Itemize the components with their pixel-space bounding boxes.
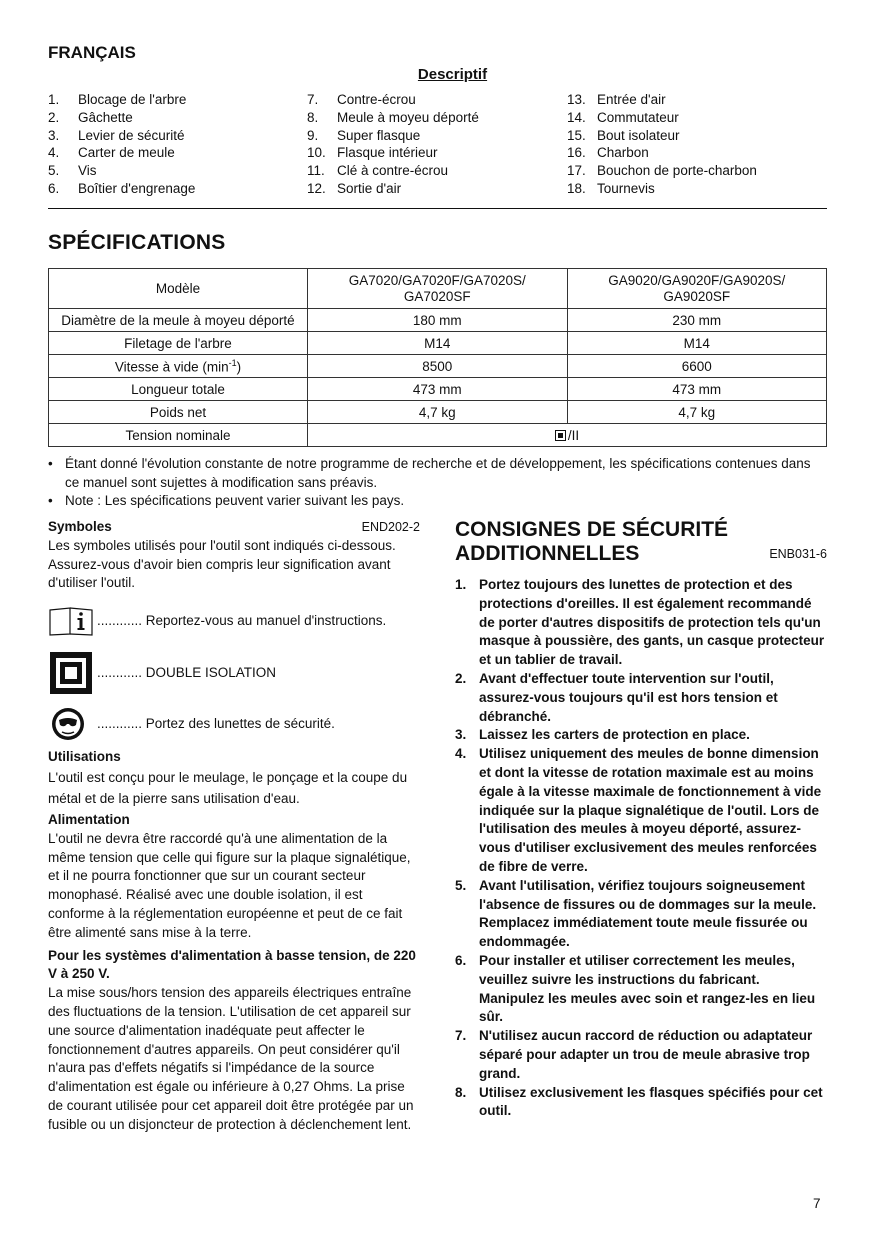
symbols-heading: Symboles xyxy=(48,519,112,534)
double-insulation-icon xyxy=(48,650,94,696)
part-item: 6. Boîtier d'engrenage xyxy=(48,180,196,196)
list-item: 5. Avant l'utilisation, vérifiez toujours soigneusement l'absence de fissures ou de dommages sur la meule. Remplacez immédiatement toute meule fissurée ou endommagée. xyxy=(455,877,817,950)
alimentation-heading: Alimentation xyxy=(48,811,130,827)
utilisations-text: L'outil est conçu pour le meulage, le ponçage et la coupe du métal et de la pierre sans utilisation d'eau. xyxy=(48,769,408,806)
part-item: 18. Tournevis xyxy=(567,180,655,196)
symbol-row: ............ Reportez-vous au manuel d'instructions. xyxy=(48,602,420,640)
part-item: 10. Flasque intérieur xyxy=(307,145,438,161)
manual-icon xyxy=(48,605,94,637)
left-column xyxy=(48,518,420,1135)
double-insulation-icon xyxy=(555,430,566,441)
low-voltage-text: La mise sous/hors tension des appareils électriques entraîne des fluctuations de la tension. L'utilisation de cet appareil sur une source d'alimentation inadéquate peut affecter le fonctionnement d'autres appareils. On peut considérer qu'il n'aura pas d'effets négatifs si l'impédance de la source d'alimentation est égale ou inférieure à 0,27 Ohms. La prise de courant utilisée pour cet appareil doit être protégée par un fusible ou un disjoncteur de protection à déclenchement lent. xyxy=(48,985,414,1132)
symbol-row: ............ DOUBLE ISOLATION xyxy=(48,648,420,698)
section-divider xyxy=(48,208,827,209)
part-item: 16. Charbon xyxy=(567,145,649,161)
alimentation-text: L'outil ne devra être raccordé qu'à une alimentation de la même tension que celle qui figure sur la plaque signalétique, et il ne pourra fonctionner que sur un courant secteur monophasé. Réalisé avec une double isolation, il est conforme à la réglementation européenne et peut de ce fait être alimenté sans mise à la terre. xyxy=(48,830,411,940)
specifications-table xyxy=(48,268,827,447)
parts-list-col2 xyxy=(307,91,479,198)
list-item: 7. N'utilisez aucun raccord de réduction ou adaptateur séparé pour adapter un trou de meule abrasive trop grand. xyxy=(455,1028,813,1081)
list-item: • Note : Les spécifications peuvent varier suivant les pays. xyxy=(48,493,405,508)
parts-list-col3 xyxy=(567,91,757,198)
model-b: GA9020/GA9020F/GA9020S/ GA9020SF xyxy=(567,269,827,309)
low-voltage-heading: Pour les systèmes d'alimentation à basse tension, de 220 V à 250 V. xyxy=(48,947,416,982)
descriptif-title: Descriptif xyxy=(417,66,488,83)
part-item: 13. Entrée d'air xyxy=(567,92,666,107)
part-item: 15. Bout isolateur xyxy=(567,127,680,143)
part-item: 12. Sortie d'air xyxy=(307,180,402,196)
list-item: 4. Utilisez uniquement des meules de bonne dimension et dont la vitesse de rotation maximale est au moins égale à la vitesse maximale de fonctionnement à vide indiquée sur la plaque signalétique de l'outil. Lors de l'utilisation des meules à moyeu déporté, assurez-vous d'utiliser exclusivement des meules renforcées de fibre de verre. xyxy=(455,746,822,874)
safety-glasses-icon xyxy=(48,706,94,742)
table-header-row xyxy=(49,269,827,309)
part-item: 7. Contre-écrou xyxy=(307,92,416,107)
utilisations-heading: Utilisations xyxy=(48,749,121,765)
part-item: 3. Levier de sécurité xyxy=(48,127,185,143)
safety-list xyxy=(455,576,827,1121)
model-label: Modèle xyxy=(49,269,308,309)
part-item: 14. Commutateur xyxy=(567,109,679,125)
list-item: 3. Laissez les carters de protection en place. xyxy=(455,727,750,743)
safety-heading: CONSIGNES DE SÉCURITÉ ADDITIONNELLES ENB031-6 xyxy=(455,518,827,565)
specifications-heading: SPÉCIFICATIONS xyxy=(48,231,226,254)
list-item: 8. Utilisez exclusivement les flasques spécifiés pour cet outil. xyxy=(455,1084,823,1119)
table-row: Tension nominale /II xyxy=(49,424,827,447)
part-item: 4. Carter de meule xyxy=(48,145,175,161)
list-item: 6. Pour installer et utiliser correctement les meules, veuillez suivre les instructions du fabricant. Manipulez les meules avec soin et rangez-les en lieu sûr. xyxy=(455,952,816,1025)
spec-notes xyxy=(48,455,827,511)
part-item: 1. Blocage de l'arbre xyxy=(48,92,187,107)
list-item: • Étant donné l'évolution constante de notre programme de recherche et de développement, les spécifications contenues dans ce manuel sont sujettes à modification sans préavis. xyxy=(48,456,811,490)
table-row: Vitesse à vide $(\min^{-1})$ 8500 6600 xyxy=(49,355,827,378)
list-item: 1. Portez toujours des lunettes de protection et des protections d'oreilles. Il est également recommandé de porter d'autres dispositifs de protection tels qu'un masque à poussière, des gants, un casque protecteur et un tablier de travail. xyxy=(455,577,825,668)
list-item: 2. Avant d'effectuer toute intervention sur l'outil, assurez-vous toujours qu'il est hors tension et débranché. xyxy=(455,670,778,724)
model-a: GA7020/GA7020F/GA7020S/ GA7020SF xyxy=(308,269,568,309)
symbol-row: ............ Portez des lunettes de sécurité. xyxy=(48,704,420,744)
parts-list-col1 xyxy=(48,91,195,198)
page-number: 7 xyxy=(813,1196,821,1211)
language-heading: FRANÇAIS xyxy=(48,43,136,62)
table-row: Filetage de l'arbre M14 M14 xyxy=(49,332,827,355)
part-item: 9. Super flasque xyxy=(307,127,421,143)
part-item: 5. Vis xyxy=(48,163,97,179)
part-item: 2. Gâchette xyxy=(48,109,133,125)
right-column xyxy=(455,518,827,1121)
symbols-code: END202-2 xyxy=(361,520,420,534)
table-row: Longueur totale 473 mm 473 mm xyxy=(49,378,827,401)
part-item: 17. Bouchon de porte-charbon xyxy=(567,163,757,179)
table-row: Diamètre de la meule à moyeu déporté 180 mm 230 mm xyxy=(49,309,827,332)
table-row: Poids net 4,7 kg 4,7 kg xyxy=(49,401,827,424)
safety-code: ENB031-6 xyxy=(769,547,827,561)
part-item: 8. Meule à moyeu déporté xyxy=(307,109,479,125)
part-item: 11. Clé à contre-écrou xyxy=(307,163,449,179)
symbols-intro: Les symboles utilisés pour l'outil sont indiqués ci-dessous. Assurez-vous d'avoir bien compris leur signification avant d'utiliser l'outil. xyxy=(48,537,396,591)
